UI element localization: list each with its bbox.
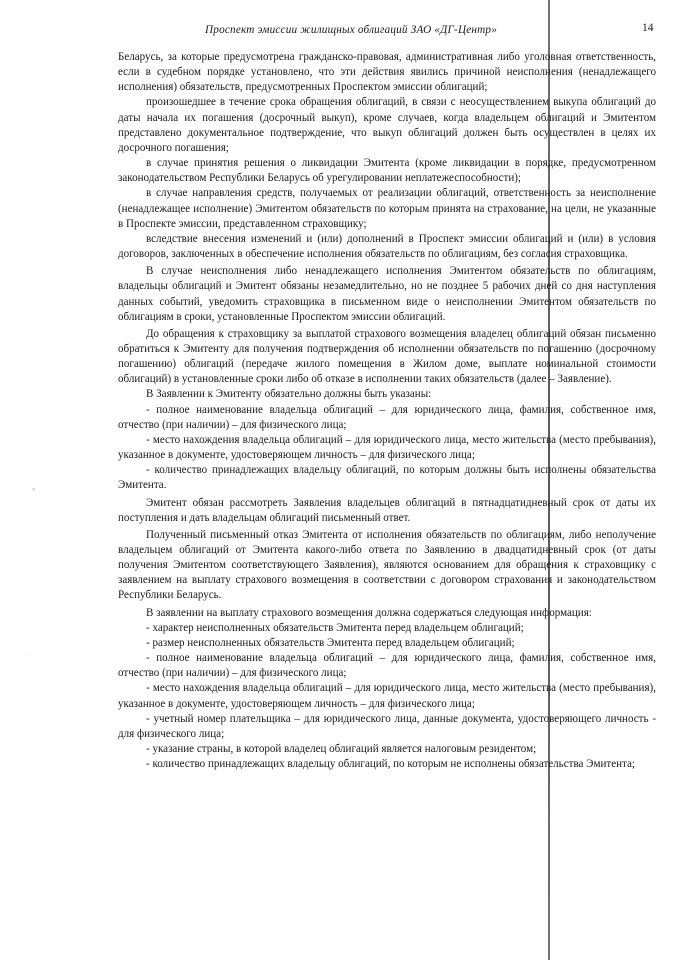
list-item: - размер неисполненных обязательств Эмитента перед владельцем облигаций;: [146, 636, 515, 649]
list-item: - полное наименование владельца облигаций – для юридического лица, фамилия, собственное имя, отчество (при наличии) – для физического лица;: [118, 652, 656, 680]
list-item: - место нахождения владельца облигаций – для юридического лица, место жительства (место пребывания), указанное в документе, удостоверяющем личность – для физического лица;: [118, 682, 656, 710]
list-item: - место нахождения владельца облигаций – для юридического лица, место жительства (место пребывания), указанное в документе, удостоверяющем личность – для физического лица;: [118, 433, 656, 462]
list-item: - характер неисполненных обязательств Эмитента перед владельцем облигаций;: [146, 621, 524, 634]
paragraph-liability-continuation: Беларусь, за которые предусмотрена гражданско-правовая, административная либо уголовная ответственность, если в судебном порядке установлено, что эти действия явились причиной неисполнения (ненадлежащего исполнения) обязательств, предусмотренных Проспектом эмиссии облигаций;: [118, 51, 656, 94]
paragraph-claim-contents-intro: В заявлении на выплату страхового возмещения должна содержаться следующая информация:: [146, 606, 592, 619]
margin-scan-mark: ·: [26, 652, 28, 658]
list-item: - учетный номер плательщика – для юридического лица, данные документа, удостоверяющего личность - для физического лица;: [118, 712, 656, 740]
paragraph-liquidation: в случае принятия решения о ликвидации Эмитента (кроме ликвидации в порядке, предусмотренном законодательством Республики Беларусь об урегулировании неплатежеспособности);: [118, 157, 656, 185]
list-item: - количество принадлежащих владельцу облигаций, по которым должны быть исполнены обязательства Эмитента.: [118, 464, 656, 492]
margin-scan-mark: ◦: [32, 484, 36, 494]
list-item: - количество принадлежащих владельцу облигаций, по которым не исполнены обязательства Эмитента;: [146, 758, 635, 771]
paragraph-review-period: Эмитент обязан рассмотреть Заявления владельцев облигаций в пятнадцатидневный срок от даты их поступления и дать владельцам облигаций письменный ответ.: [118, 496, 656, 524]
paragraph-refusal-grounds: Полученный письменный отказ Эмитента от исполнения обязательств по облигациям, либо неполучение владельцем облигаций от Эмитента какого-либо ответа по Заявлению в двадцатидневный срок (от даты получения Эмитентом соответствующего Заявления), являются основанием для обращения к страховщику с заявлением на выплату страхового возмещения в соответствии с договором страхования и законодательством Республики Беларусь.: [118, 528, 656, 602]
page-header: [0, 24, 679, 42]
list-item: - полное наименование владельца облигаций – для юридического лица, фамилия, собственное имя, отчество (при наличии) – для физического лица;: [118, 403, 656, 431]
page-number: 14: [642, 22, 654, 34]
list-item: - указание страны, в которой владелец облигаций является налоговым резидентом;: [146, 743, 537, 756]
paragraph-misuse-of-funds: в случае направления средств, получаемых от реализации облигаций, ответственность за неисполнение (ненадлежащее исполнение) Эмитентом обязательств по которым принята на страхование, на цели, не указанные в Проспекте эмиссии, представленном страховщику;: [118, 187, 656, 230]
paragraph-application-to-issuer: До обращения к страховщику за выплатой страхового возмещения владелец облигаций обязан письменно обратиться к Эмитенту для получения подтверждения об исполнении обязательств по погашению (досрочному погашению) облигаций (передаче жилого помещения в Жилом доме, выплате номинальной стоимости облигаций) в установленные сроки либо об отказе в исполнении таких обязательств (далее – Заявление).: [118, 327, 656, 386]
paragraph-amendments: вследствие внесения изменений и (или) дополнений в Проспект эмиссии облигаций и (или) в условия договоров, заключенных в обеспечение исполнения обязательств по облигациям, без согласия страховщика.: [118, 232, 656, 261]
paragraph-application-contents-intro: В Заявлении к Эмитенту обязательно должны быть указаны:: [146, 388, 432, 401]
document-body: [118, 50, 656, 772]
document-title: Проспект эмиссии жилищных облигаций ЗАО «ДГ-Центр»: [205, 24, 498, 36]
paragraph-early-buyback: произошедшее в течение срока обращения облигаций, в связи с неосуществлением выкупа облигаций до даты начала их погашения (досрочный выкуп), кроме случаев, когда владельцем облигаций и Эмитентом представлено документальное подтверждение, что выкуп облигаций должен быть осуществлен в целях их досрочного погашения;: [118, 96, 656, 154]
paragraph-notification: В случае неисполнения либо ненадлежащего исполнения Эмитентом обязательств по облигациям, владельцы облигаций и Эмитент обязаны незамедлительно, но не позднее 5 рабочих дней со дня наступления данных событий, уведомить страховщика в письменном виде о неисполнении Эмитентом обязательств по облигациям в сроки, установленные Проспектом эмиссии облигаций.: [118, 265, 656, 323]
